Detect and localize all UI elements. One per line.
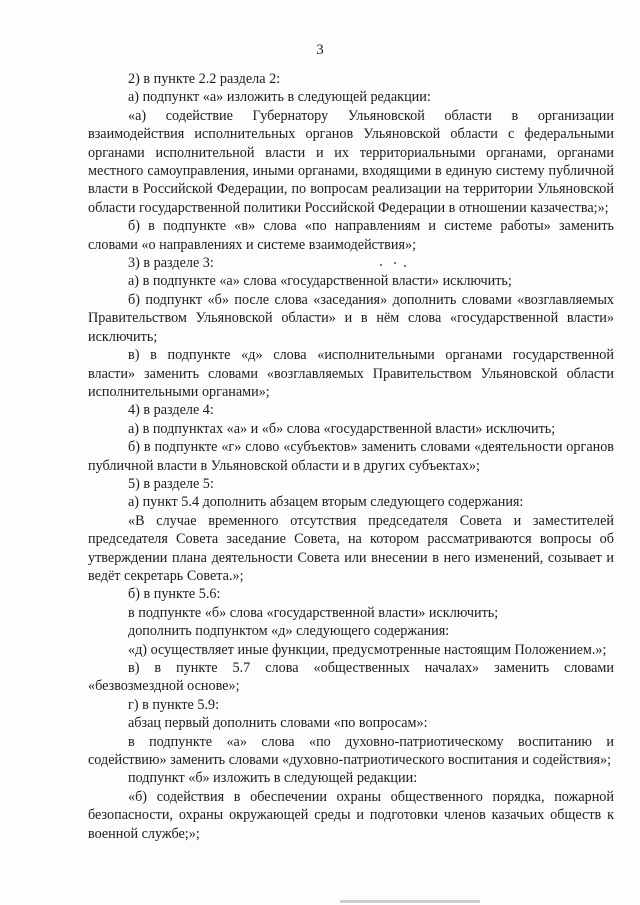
paragraph: «В случае временного отсутствия председателя Совета и заместителей председателя Совета заседание Совета, на котором рассматриваются вопросы об утверждении плана деятельности Совета или внесении в него изменений, созывает и ведёт секретарь Совета.»; [88, 512, 614, 584]
paragraph: г) в пункте 5.9: [128, 696, 220, 713]
paragraph: абзац первый дополнить словами «по вопросам»: [128, 715, 428, 732]
paragraph: в подпункте «а» слова «по духовно-патриотическому воспитанию и содействию» заменить словами «духовно-патриотического воспитания и содействия»; [88, 733, 614, 769]
paragraph: «а) содействие Губернатору Ульяновской области в организации взаимодействия исполнительных органов Ульяновской области с федеральными органами исполнительной власти и их территориальными органами, органами местного самоуправления, иными органами, входящими в единую систему публичной власти в Российской Федерации, по вопросам реализации на территории Ульяновской области государственной политики Российской Федерации в отношении казачества;»; [88, 107, 614, 216]
paragraph: «б) содействия в обеспечении охраны общественного порядка, пожарной безопасности, охраны окружающей среды и подготовки членов казачьих обществ к военной службе;»; [88, 788, 614, 842]
paragraph: а) пункт 5.4 дополнить абзацем вторым следующего содержания: [128, 494, 524, 511]
page-number: 3 [316, 42, 324, 58]
paragraph: б) в подпункте «г» слово «субъектов» заменить словами «деятельности органов публичной власти в Ульяновской области и в других субъектах»; [88, 439, 614, 474]
paragraph: б) подпункт «б» после слова «заседания» дополнить словами «возглавляемых Правительством Ульяновской области» и в нём слова «государственной власти» исключить; [88, 291, 614, 345]
paragraph: 4) в разделе 4: [128, 402, 214, 419]
paragraph: а) в подпункте «а» слова «государственной власти» исключить; [128, 273, 512, 290]
paragraph: подпункт «б» изложить в следующей редакции: [128, 770, 418, 787]
paragraph: б) в пункте 5.6: [128, 586, 221, 603]
paragraph: а) в подпунктах «а» и «б» слова «государственной власти» исключить; [128, 420, 556, 437]
paragraph: в) в пункте 5.7 слова «общественных началах» заменить словами «безвозмездной основе»; [88, 660, 614, 695]
paragraph: а) подпункт «а» изложить в следующей редакции: [128, 89, 431, 106]
paragraph: дополнить подпунктом «д» следующего содержания: [128, 623, 450, 640]
scan-edge-smudge [340, 900, 480, 903]
scan-speck-marks [380, 262, 410, 268]
paragraph: в подпункте «б» слова «государственной власти» исключить; [128, 604, 499, 621]
paragraph: в) в подпункте «д» слова «исполнительными органами государственной власти» заменить словами «возглавляемых Правительством Ульяновской области исполнительными органами»; [88, 347, 614, 400]
paragraph: б) в подпункте «в» слова «по направлениям и системе работы» заменить словами «о направлениях и системе взаимодействия»; [88, 218, 614, 253]
paragraph: «д) осуществляет иные функции, предусмотренные настоящим Положением.»; [128, 641, 607, 658]
paragraph: 3) в разделе 3: [128, 255, 214, 272]
paragraph: 2) в пункте 2.2 раздела 2: [128, 71, 281, 87]
paragraph: 5) в разделе 5: [128, 475, 214, 492]
document-body [88, 70, 614, 843]
